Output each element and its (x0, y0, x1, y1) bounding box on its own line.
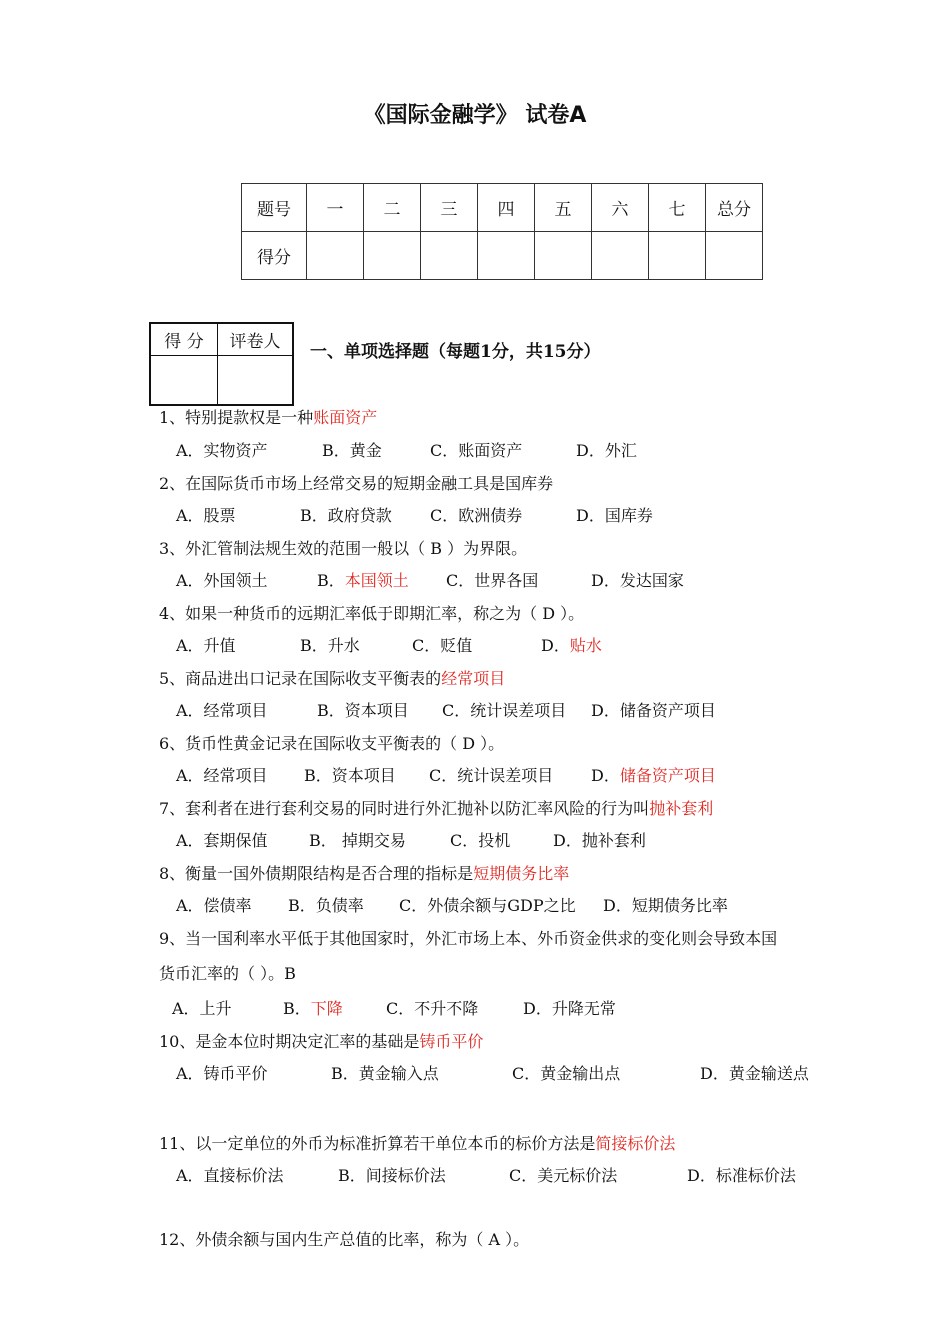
question-stem: 4、如果一种货币的远期汇率低于即期汇率，称之为（ D ）。 (159, 604, 585, 623)
score-header-cell: 题号 (242, 184, 307, 232)
option-d[interactable]: D．储备资产项目 (591, 766, 716, 785)
score-cell[interactable] (535, 232, 592, 280)
option-b[interactable]: B．政府贷款 (300, 506, 392, 525)
score-table-score-row (242, 232, 763, 280)
score-header-cell: 五 (535, 184, 592, 232)
option-c[interactable]: C．不升不降 (386, 999, 479, 1018)
question-stem: 3、外汇管制法规生效的范围一般以（ B ）为界限。 (159, 539, 528, 558)
section-title: 一、单项选择题（每题1分，共15分） (310, 342, 601, 362)
option-a[interactable]: A．套期保值 (176, 831, 268, 850)
question-answer: 简接标价法 (595, 1134, 676, 1153)
score-table-header-row (242, 184, 763, 232)
exam-title: 《国际金融学》 试卷A (363, 103, 587, 128)
option-c[interactable]: C．世界各国 (446, 571, 539, 590)
option-b[interactable]: B．负债率 (288, 896, 364, 915)
option-a[interactable]: A．股票 (176, 506, 236, 525)
score-table (241, 183, 763, 280)
question-stem: 6、货币性黄金记录在国际收支平衡表的（ D ）。 (159, 734, 505, 753)
option-b[interactable]: B．黄金 (322, 441, 382, 460)
option-b[interactable]: B．黄金输入点 (331, 1064, 439, 1083)
score-cell[interactable] (421, 232, 478, 280)
option-a[interactable]: A．上升 (172, 999, 232, 1018)
option-c[interactable]: C．美元标价法 (509, 1166, 618, 1185)
grader-name-label: 评卷人 (218, 323, 294, 356)
grader-score-label: 得 分 (150, 323, 218, 356)
option-b[interactable]: B． 掉期交易 (309, 831, 406, 850)
option-a[interactable]: A．经常项目 (176, 766, 268, 785)
score-header-cell: 二 (364, 184, 421, 232)
option-a[interactable]: A．铸币平价 (176, 1064, 268, 1083)
question-stem: 2、在国际货币市场上经常交易的短期金融工具是国库券 (159, 474, 554, 493)
question-stem-continued: 货币汇率的（ ）。B (159, 964, 296, 983)
option-a[interactable]: A．经常项目 (176, 701, 268, 720)
option-a[interactable]: A．实物资产 (176, 441, 268, 460)
option-c[interactable]: C．统计误差项目 (442, 701, 567, 720)
score-row-label: 得分 (242, 232, 307, 280)
option-d[interactable]: D．国库券 (576, 506, 653, 525)
option-d[interactable]: D．升降无常 (523, 999, 616, 1018)
option-b[interactable]: B．资本项目 (317, 701, 409, 720)
option-b[interactable]: B．间接标价法 (338, 1166, 446, 1185)
option-a[interactable]: A．升值 (176, 636, 236, 655)
grader-table (149, 322, 294, 406)
option-c[interactable]: C．黄金输出点 (512, 1064, 621, 1083)
question-answer: 铸币平价 (419, 1032, 484, 1051)
question-answer: 抛补套利 (649, 799, 714, 818)
option-c[interactable]: C．贬值 (412, 636, 473, 655)
option-d[interactable]: D．标准标价法 (687, 1166, 796, 1185)
option-c[interactable]: C．投机 (450, 831, 511, 850)
score-header-cell: 总分 (706, 184, 763, 232)
score-cell[interactable] (478, 232, 535, 280)
option-d[interactable]: D．发达国家 (591, 571, 684, 590)
question-stem: 1、特别提款权是一种账面资产 (159, 408, 378, 427)
question-answer: 经常项目 (441, 669, 506, 688)
option-d[interactable]: D．抛补套利 (553, 831, 646, 850)
option-b[interactable]: B．本国领土 (317, 571, 409, 590)
option-d[interactable]: D．短期债务比率 (603, 896, 728, 915)
score-header-cell: 七 (649, 184, 706, 232)
score-cell[interactable] (706, 232, 763, 280)
grader-name-cell[interactable] (218, 356, 294, 406)
option-c[interactable]: C．账面资产 (430, 441, 523, 460)
question-stem: 11、以一定单位的外币为标准折算若干单位本币的标价方法是简接标价法 (159, 1134, 676, 1153)
option-d[interactable]: D．贴水 (541, 636, 602, 655)
question-stem: 10、是金本位时期决定汇率的基础是铸币平价 (159, 1032, 484, 1051)
score-cell[interactable] (649, 232, 706, 280)
score-cell[interactable] (307, 232, 364, 280)
question-stem: 9、当一国利率水平低于其他国家时，外汇市场上本、外币资金供求的变化则会导致本国 (159, 929, 778, 948)
score-header-cell: 三 (421, 184, 478, 232)
question-stem: 12、外债余额与国内生产总值的比率，称为（ A ）。 (159, 1230, 530, 1249)
question-stem: 8、衡量一国外债期限结构是否合理的指标是短期债务比率 (159, 864, 570, 883)
score-cell[interactable] (592, 232, 649, 280)
grader-score-cell[interactable] (150, 356, 218, 406)
option-d[interactable]: D．外汇 (576, 441, 637, 460)
option-c[interactable]: C．外债余额与GDP之比 (399, 896, 576, 915)
question-stem: 5、商品进出口记录在国际收支平衡表的经常项目 (159, 669, 506, 688)
option-b[interactable]: B．下降 (283, 999, 343, 1018)
option-c[interactable]: C．统计误差项目 (429, 766, 554, 785)
option-d[interactable]: D．储备资产项目 (591, 701, 716, 720)
score-cell[interactable] (364, 232, 421, 280)
score-header-cell: 六 (592, 184, 649, 232)
question-answer: 账面资产 (313, 408, 378, 427)
option-a[interactable]: A．直接标价法 (176, 1166, 284, 1185)
option-b[interactable]: B．资本项目 (304, 766, 396, 785)
question-answer: 短期债务比率 (473, 864, 570, 883)
question-stem: 7、套利者在进行套利交易的同时进行外汇抛补以防汇率风险的行为叫抛补套利 (159, 799, 714, 818)
score-header-cell: 四 (478, 184, 535, 232)
option-b[interactable]: B．升水 (300, 636, 360, 655)
option-a[interactable]: A．偿债率 (176, 896, 252, 915)
score-header-cell: 一 (307, 184, 364, 232)
option-a[interactable]: A．外国领土 (176, 571, 268, 590)
option-c[interactable]: C．欧洲债券 (430, 506, 523, 525)
option-d[interactable]: D．黄金输送点 (700, 1064, 809, 1083)
